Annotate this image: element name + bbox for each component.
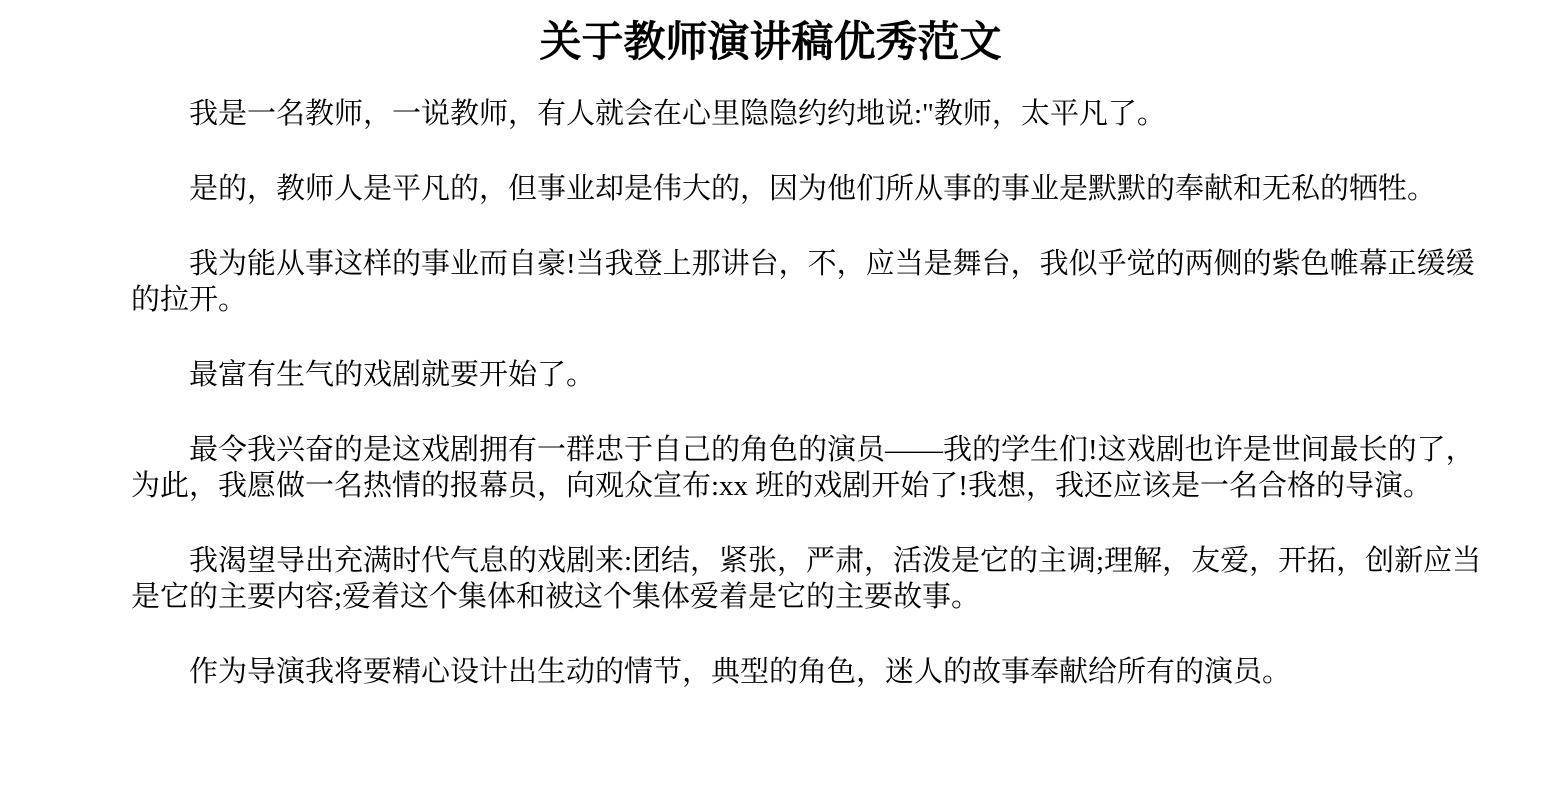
document-body [0,96,1541,690]
paragraph-2: 是的，教师人是平凡的，但事业却是伟大的，因为他们所从事的事业是默默的奉献和无私的牺牲。 [189,173,1437,205]
paragraph-1: 我是一名教师，一说教师，有人就会在心里隐隐约约地说:"教师，太平凡了。 [189,98,1166,130]
paragraph-3: 我为能从事这样的事业而自豪!当我登上那讲台，不，应当是舞台，我似乎觉的两侧的紫色帷幕正缓缓的拉开。 [131,248,1475,316]
document-page [0,18,1541,810]
paragraph-5: 最令我兴奋的是这戏剧拥有一群忠于自己的角色的演员——我的学生们!这戏剧也许是世间最长的了，为此，我愿做一名热情的报幕员，向观众宣布:xx 班的戏剧开始了!我想，我还应该是一名合格的导演。 [131,434,1475,502]
paragraph-4: 最富有生气的戏剧就要开始了。 [189,359,596,391]
paragraph-6: 我渴望导出充满时代气息的戏剧来:团结，紧张，严肃，活泼是它的主调;理解，友爱，开拓，创新应当是它的主要内容;爱着这个集体和被这个集体爱着是它的主要故事。 [131,545,1482,613]
paragraph-7: 作为导演我将要精心设计出生动的情节，典型的角色，迷人的故事奉献给所有的演员。 [189,656,1292,688]
page-title: 关于教师演讲稿优秀范文 [539,20,1002,66]
